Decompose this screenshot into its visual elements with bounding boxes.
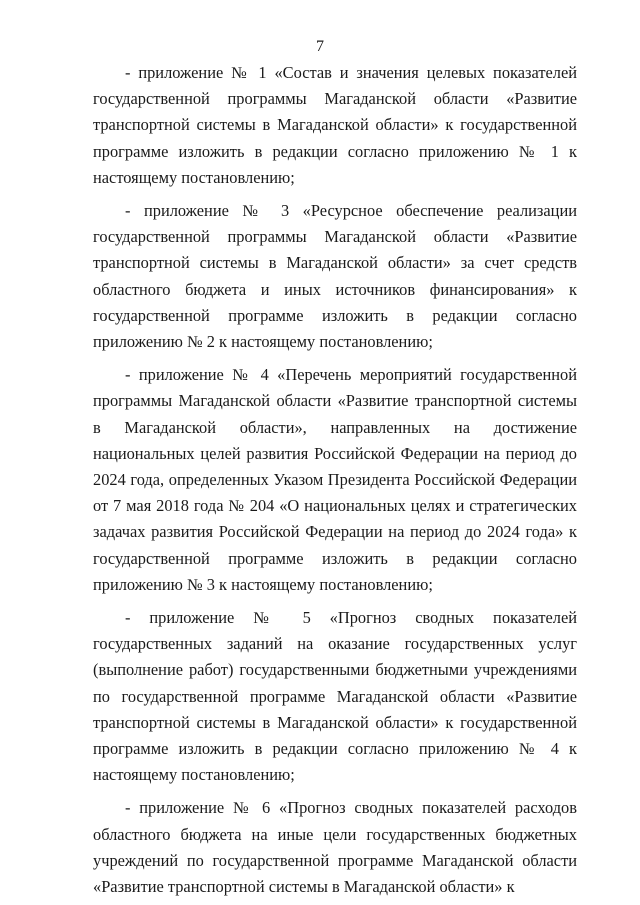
paragraph-appendix-1: - приложение № 1 «Состав и значения целевых показателей государственной программы Магаданской области «Развитие транспортной системы в Магаданской области» к государственной программе изложить в редакции согласно приложению № 1 к настоящему постановлению; [93, 63, 577, 187]
page-number: 7 [316, 38, 324, 55]
paragraph-appendix-5: - приложение № 5 «Прогноз сводных показателей государственных заданий на оказание государственных услуг (выполнение работ) государственными бюджетными учреждениями по государственной программе Магаданской области «Развитие транспортной системы в Магаданской области» к государственной программе изложить в редакции согласно приложению № 4 к настоящему постановлению; [93, 608, 577, 785]
document-body [93, 60, 577, 900]
paragraph-appendix-6: - приложение № 6 «Прогноз сводных показателей расходов областного бюджета на иные цели государственных бюджетных учреждений по государственной программе Магаданской области «Развитие транспортной системы в Магаданской области» к [93, 798, 577, 897]
paragraph-appendix-3: - приложение № 3 «Ресурсное обеспечение реализации государственной программы Магаданской области «Развитие транспортной системы в Магаданской области» за счет средств областного бюджета и иных источников финансирования» к государственной программе изложить в редакции согласно приложению № 2 к настоящему постановлению; [93, 201, 577, 352]
paragraph-appendix-4: - приложение № 4 «Перечень мероприятий государственной программы Магаданской области «Развитие транспортной системы в Магаданской области», направленных на достижение национальных целей развития Российской Федерации на период до 2024 года, определенных Указом Президента Российской Федерации от 7 мая 2018 года № 204 «О национальных целях и стратегических задачах развития Российской Федерации на период до 2024 года» к государственной программе изложить в редакции согласно приложению № 3 к настоящему постановлению; [93, 365, 577, 594]
